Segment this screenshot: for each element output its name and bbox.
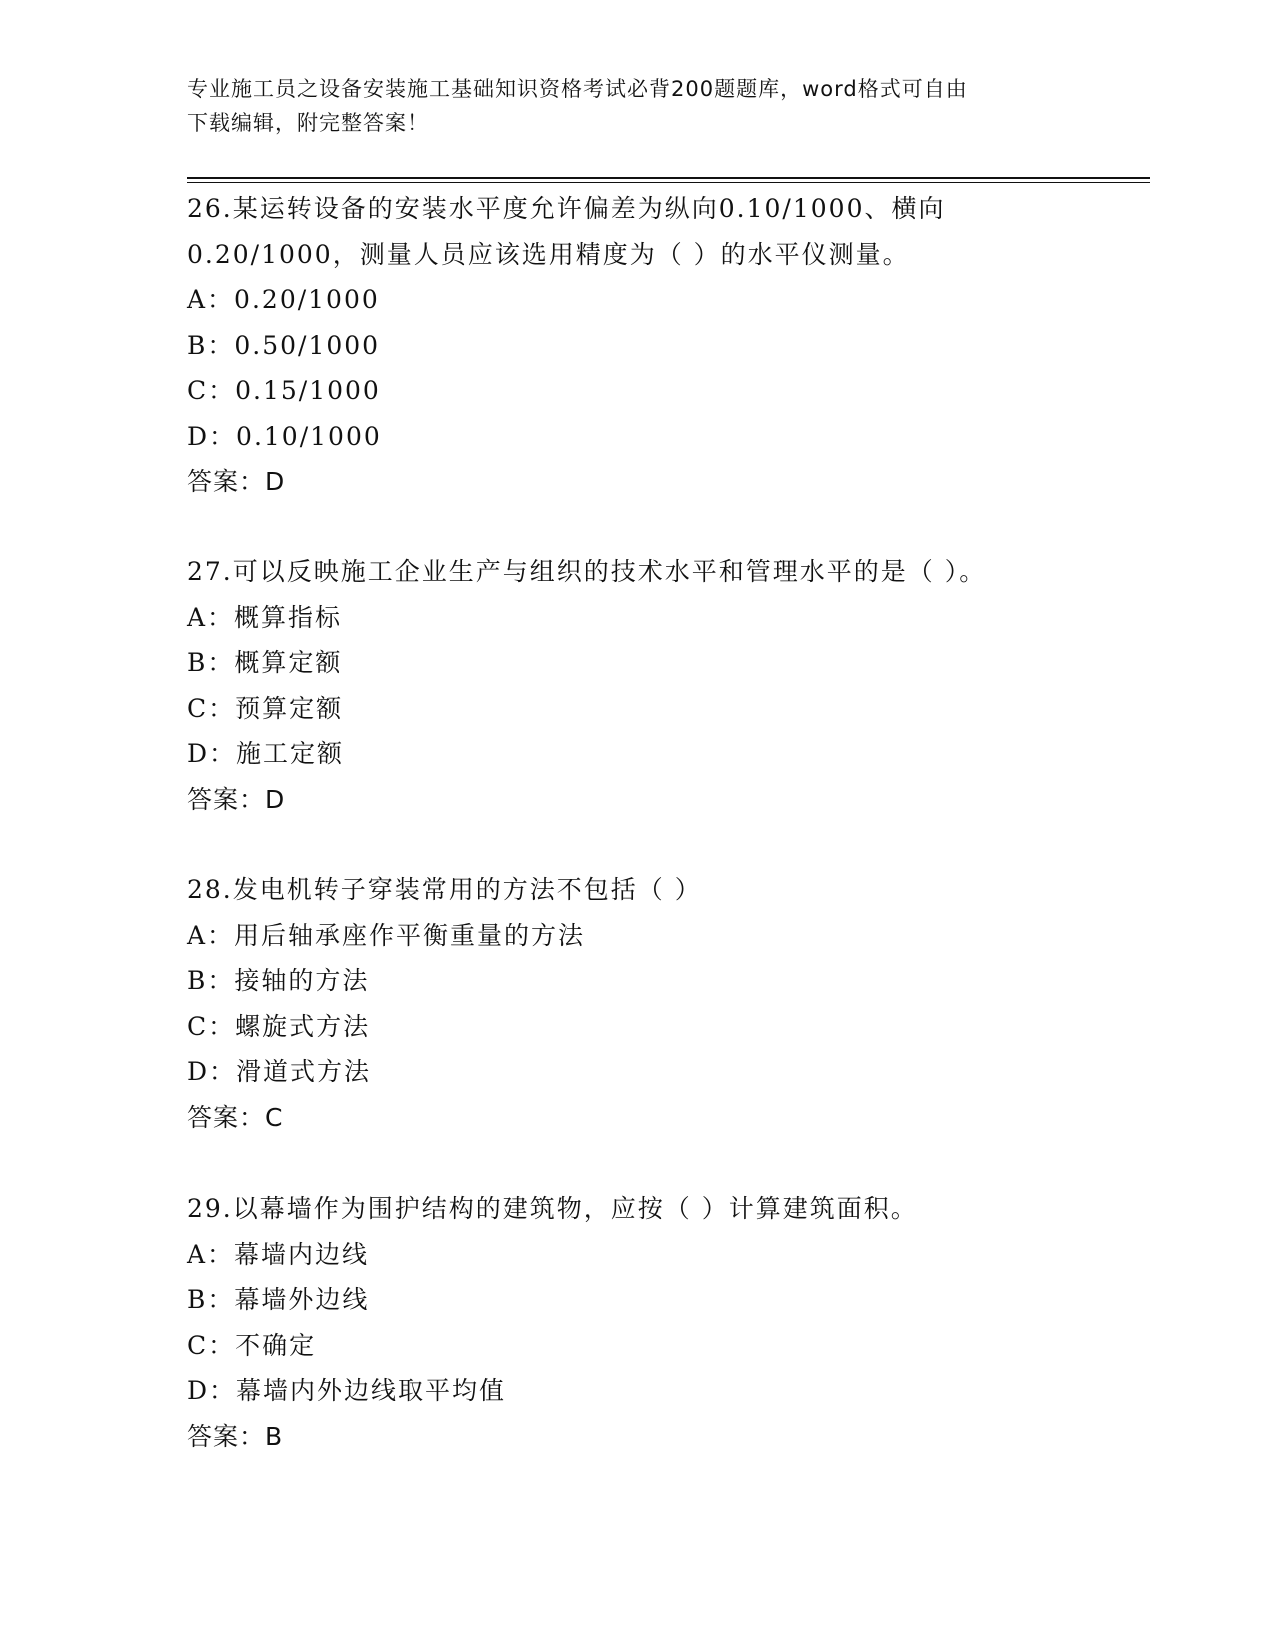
question-29	[187, 1186, 1147, 1459]
option-c: C：螺旋式方法	[187, 1011, 371, 1041]
question-stem: 28.发电机转子穿装常用的方法不包括（ ）	[187, 875, 702, 904]
header-line-2: 下载编辑，附完整答案！	[187, 111, 429, 135]
option-d: D：幕墙内外边线取平均值	[187, 1376, 507, 1405]
question-stem: 29.以幕墙作为围护结构的建筑物，应按（ ）计算建筑面积。	[187, 1194, 918, 1223]
question-stem: 26.某运转设备的安装水平度允许偏差为纵向0.10/1000、横向	[187, 194, 946, 223]
header-divider-thick	[187, 177, 1150, 179]
question-28	[187, 867, 1147, 1140]
option-a: A：用后轴承座作平衡重量的方法	[187, 920, 586, 950]
question-27	[187, 549, 1147, 822]
option-c: C：不确定	[187, 1330, 317, 1360]
answer: 答案：B	[187, 1421, 284, 1451]
question-stem-continued: 0.20/1000，测量人员应该选用精度为（ ）的水平仪测量。	[187, 239, 910, 269]
header-line-1: 专业施工员之设备安装施工基础知识资格考试必背200题题库，word格式可自由	[187, 77, 968, 101]
question-26	[187, 186, 1147, 505]
option-d: D：施工定额	[187, 739, 345, 768]
option-c: C：预算定额	[187, 693, 344, 723]
option-b: B：0.50/1000	[187, 330, 381, 360]
option-b: B：接轴的方法	[187, 966, 370, 995]
answer: 答案：C	[187, 1102, 284, 1132]
option-a: A：0.20/1000	[187, 285, 380, 314]
option-d: D：0.10/1000	[187, 421, 382, 451]
answer: 答案：D	[187, 784, 286, 814]
option-a: A：幕墙内边线	[187, 1239, 370, 1269]
option-b: B：概算定额	[187, 648, 343, 677]
option-b: B：幕墙外边线	[187, 1285, 370, 1314]
option-a: A：概算指标	[187, 602, 343, 632]
document-header	[187, 72, 1087, 140]
question-stem: 27.可以反映施工企业生产与组织的技术水平和管理水平的是（ ）。	[187, 557, 987, 586]
option-d: D：滑道式方法	[187, 1057, 372, 1086]
option-c: C：0.15/1000	[187, 376, 381, 405]
answer: 答案：D	[187, 467, 286, 496]
header-divider-thin	[187, 182, 1150, 183]
